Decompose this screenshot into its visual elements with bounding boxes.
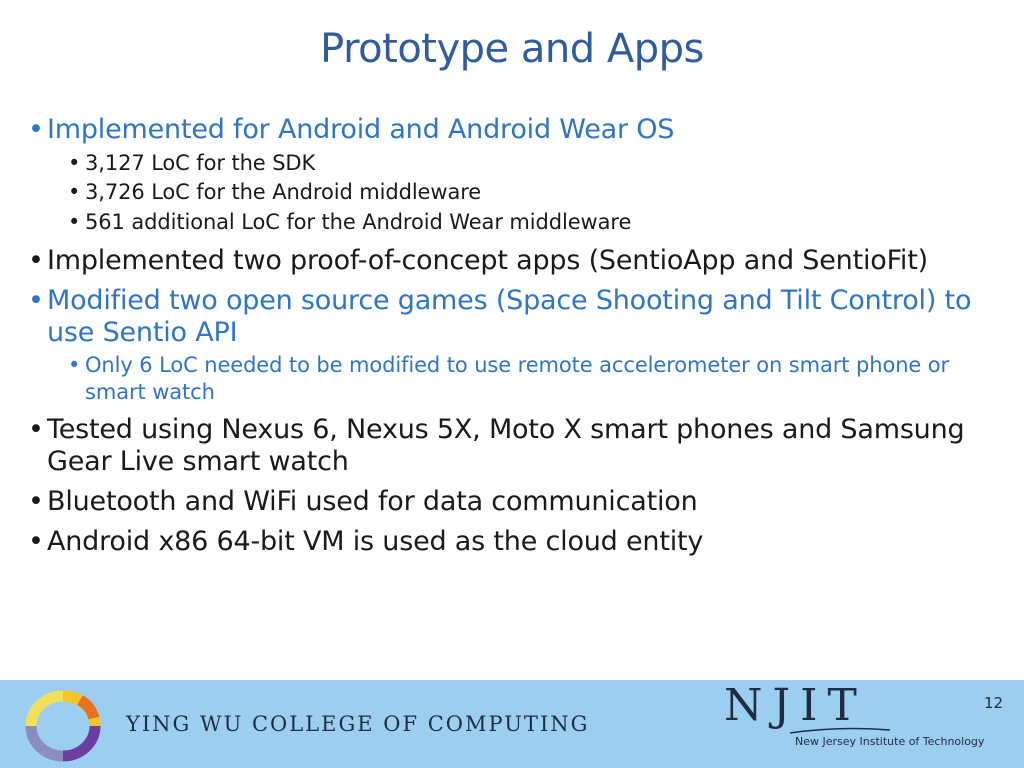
slide-title: Prototype and Apps <box>320 26 704 72</box>
bullet-text: Implemented two proof-of-concept apps (SentioApp and SentioFit) <box>47 245 928 277</box>
bullet-dot: • <box>68 209 81 234</box>
bullet-item <box>28 114 1003 146</box>
page-number: 12 <box>984 694 1004 712</box>
bullet-text: Modified two open source games (Space Shooting and Tilt Control) to use Sentio API <box>47 284 972 348</box>
bullet-text: Android x86 64-bit VM is used as the cloud entity <box>47 525 704 557</box>
bullet-dot: • <box>28 525 44 557</box>
college-name: YING WU COLLEGE OF COMPUTING <box>126 712 590 736</box>
njit-logo-subtitle: New Jersey Institute of Technology <box>795 735 985 748</box>
bullet-dot: • <box>28 485 44 517</box>
bullet-text: Bluetooth and WiFi used for data communication <box>47 485 698 517</box>
bullet-dot: • <box>28 414 44 446</box>
bullet-dot: • <box>68 150 81 175</box>
bullet-text: Tested using Nexus 6, Nexus 5X, Moto X smart phones and Samsung Gear Live smart watch <box>47 414 965 478</box>
bullet-dot: • <box>68 352 81 377</box>
bullet-text: 3,127 LoC for the SDK <box>85 150 316 175</box>
bullet-dot: • <box>28 284 44 316</box>
njit-logo-text: NJIT <box>724 680 867 731</box>
sub-bullet-item <box>28 352 1003 407</box>
bullet-list <box>28 114 1003 558</box>
bullet-item <box>28 526 1003 558</box>
bullet-dot: • <box>28 245 44 277</box>
sub-bullet-item <box>28 178 1003 207</box>
njit-logo-swoosh-icon <box>790 726 890 734</box>
bullet-item <box>28 285 1003 349</box>
college-ring-logo-icon <box>22 690 104 762</box>
bullet-dot: • <box>28 114 44 145</box>
sub-bullet-item <box>28 149 1003 178</box>
bullet-item <box>28 486 1003 518</box>
bullet-text: 3,726 LoC for the Android middleware <box>85 180 482 205</box>
bullet-item <box>28 245 1003 277</box>
bullet-item <box>28 414 1003 478</box>
bullet-text: 561 additional LoC for the Android Wear middleware <box>85 209 632 234</box>
bullet-text: Implemented for Android and Android Wear OS <box>47 114 675 145</box>
sub-bullet-item <box>28 208 1003 237</box>
bullet-dot: • <box>68 180 81 205</box>
bullet-text: Only 6 LoC needed to be modified to use remote accelerometer on smart phone or smart watch <box>85 352 950 404</box>
